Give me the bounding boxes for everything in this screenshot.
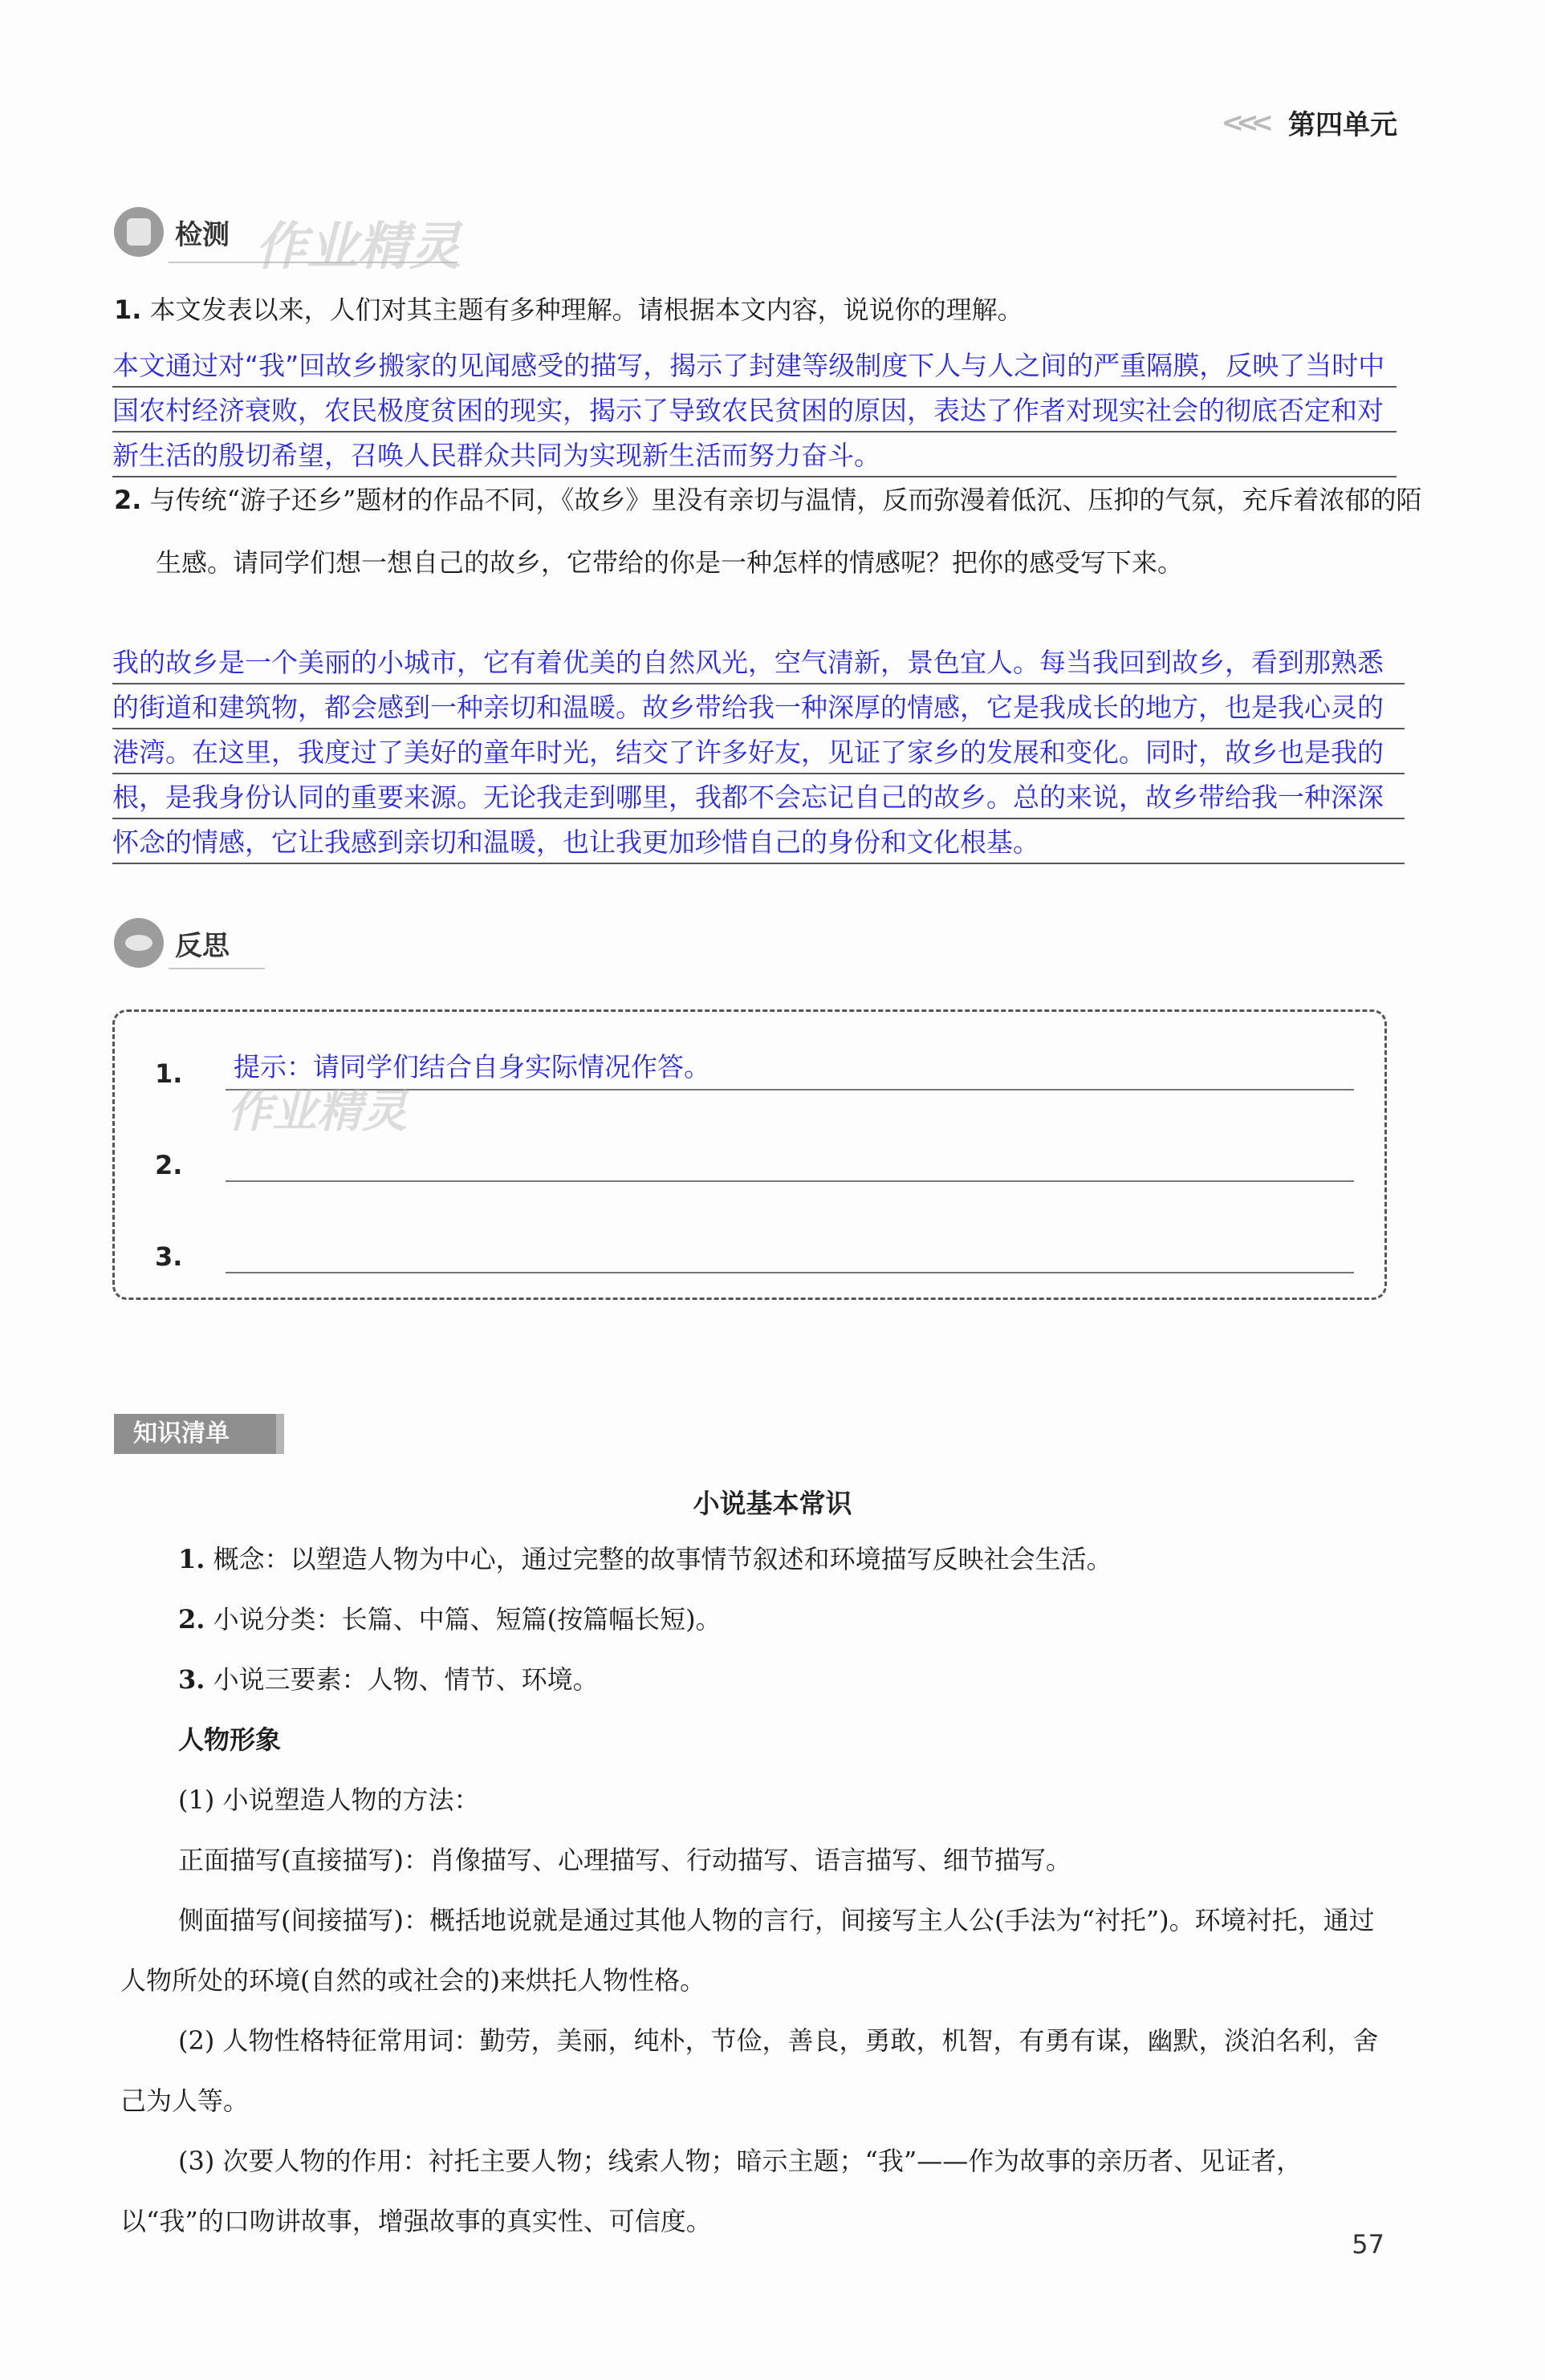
watermark: 作业精灵 [227,1086,407,1138]
reflection-row-2[interactable] [155,1134,1354,1182]
knowledge-item-1 [178,1529,1390,1590]
question-1-text: 本文发表以来，人们对其主题有多种理解。请根据本文内容，说说你的理解。 [149,294,1023,325]
question-1 [114,286,1390,334]
reflection-row-1-text: 提示：请同学们结合自身实际情况作答。 [234,1051,710,1082]
reflect-section-heading [114,918,230,968]
answer-1[interactable]: 本文通过对“我”回故乡搬家的见闻感受的描写，揭示了封建等级制度下人与人之间的严重隔膜，反映了当时中国农村经济衰败，农民极度贫困的现实，揭示了导致农民贫困的原因，表达了作者对现实社会的彻底否定和对新生活的殷切希望，召唤人民群众共同为实现新生活而努力奋斗。 [112,343,1397,478]
reflection-row-3[interactable] [155,1225,1354,1273]
check-title: 检测 [175,218,230,251]
question-2-text: 与传统“游子还乡”题材的作品不同，《故乡》里没有亲切与温情，反而弥漫着低沉、压抑的气氛，充斥着浓郁的陌生感。请同学们想一想自己的故乡，它带给的你是一种怎样的情感呢？把你的感受写下来。 [149,485,1422,578]
test-icon [114,207,164,257]
watermark: 作业精灵 [255,217,461,277]
item-text: 概念：以塑造人物为中心，通过完整的故事情节叙述和环境描写反映社会生活。 [213,1544,1112,1574]
knowledge-subheading: 人物形象 [178,1724,282,1755]
knowledge-label: 知识清单 [114,1414,279,1454]
knowledge-body [120,1529,1390,2252]
knowledge-para-2: 正面描写(直接描写)：肖像描写、心理描写、行动描写、语言描写、细节描写。 [178,1845,1071,1875]
knowledge-title: 小说基本常识 [693,1488,852,1519]
answer-line [226,1272,1354,1273]
unit-header [1222,103,1397,142]
item-number: 3. [178,1664,205,1695]
check-section-heading [114,207,230,257]
question-2-number: 2. [114,485,142,515]
knowledge-para-3: 侧面描写(间接描写)：概括地说就是通过其他人物的言行，间接写主人公(手法为“衬托”)。环境衬托，通过人物所处的环境(自然的或社会的)来烘托人物性格。 [120,1905,1375,1996]
page-number: 57 [1352,2229,1384,2260]
reflection-row-2-number: 2. [155,1150,183,1180]
knowledge-para-1: (1) 小说塑造人物的方法： [178,1785,480,1815]
eye-icon [114,918,164,968]
item-text: 小说三要素：人物、情节、环境。 [213,1664,599,1695]
knowledge-para-5: (3) 次要人物的作用：衬托主要人物；线索人物；暗示主题；“我”——作为故事的亲历者、见证者，以“我”的口吻讲故事，增强故事的真实性、可信度。 [120,2146,1303,2236]
question-2 [114,469,1432,594]
answer-line [226,1180,1354,1182]
item-text: 小说分类：长篇、中篇、短篇(按篇幅长短)。 [213,1604,722,1635]
question-1-number: 1. [114,294,142,325]
reflect-title: 反思 [175,929,230,962]
answer-2[interactable]: 我的故乡是一个美丽的小城市，它有着优美的自然风光，空气清新，景色宜人。每当我回到故乡，看到那熟悉的街道和建筑物，都会感到一种亲切和温暖。故乡带给我一种深厚的情感，它是我成长的地方，也是我心灵的港湾。在这里，我度过了美好的童年时光，结交了许多好友，见证了家乡的发展和变化。同时，故乡也是我的根，是我身份认同的重要来源。无论我走到哪里，我都不会忘记自己的故乡。总的来说，故乡带给我一种深深怀念的情感，它让我感到亲切和温暖，也让我更加珍惜自己的身份和文化根基。 [112,640,1405,865]
knowledge-item-2 [178,1590,1390,1650]
knowledge-item-3 [178,1650,1390,1710]
knowledge-para-4: (2) 人物性格特征常用词：勤劳，美丽，纯朴，节俭，善良，勇敢，机智，有勇有谋，幽默，淡泊名利，舍己为人等。 [120,2025,1379,2116]
item-number: 2. [178,1604,205,1635]
chevron-left-icon: <<< [1221,106,1266,139]
reflection-row-1-number: 1. [155,1058,183,1089]
reflection-box [112,1009,1387,1300]
item-number: 1. [178,1544,205,1574]
reflection-row-3-number: 3. [155,1241,183,1272]
unit-title: 第四单元 [1288,109,1397,141]
reflect-underline [169,968,265,969]
